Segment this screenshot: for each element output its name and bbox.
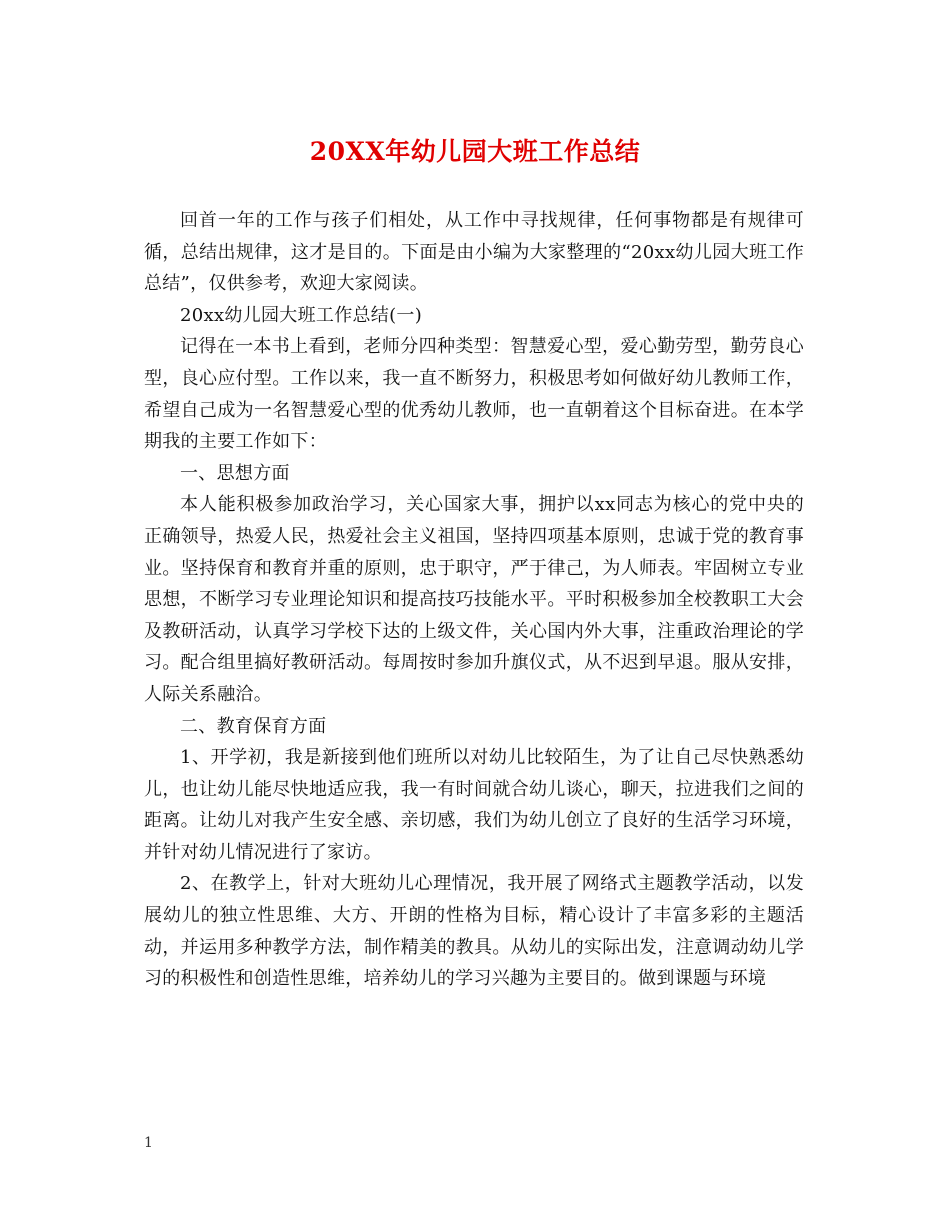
document-title: 20XX年幼儿园大班工作总结 xyxy=(309,137,641,166)
paragraph-education-1: 1、开学初，我是新接到他们班所以对幼儿比较陌生，为了让自己尽快熟悉幼儿，也让幼儿能尽快地适应我，我一有时间就合幼儿谈心，聊天，拉进我们之间的距离。让幼儿对我产生安全感、亲切感，我们为幼儿创立了良好的生活学习环境，并针对幼儿情况进行了家访。 xyxy=(144,747,804,863)
paragraph-intro: 回首一年的工作与孩子们相处，从工作中寻找规律，任何事物都是有规律可循，总结出规律，这才是目的。下面是由小编为大家整理的“20xx幼儿园大班工作总结”，仅供参考，欢迎大家阅读。 xyxy=(144,210,804,295)
page-number: 1 xyxy=(144,1135,153,1151)
paragraph-education-2: 2、在教学上，针对大班幼儿心理情况，我开展了网络式主题教学活动，以发展幼儿的独立性思维、大方、开朗的性格为目标，精心设计了丰富多彩的主题活动，并运用多种教学方法，制作精美的教具。从幼儿的实际出发，注意调动幼儿学习的积极性和创造性思维，培养幼儿的学习兴趣为主要目的。做到课题与环境 xyxy=(144,873,804,990)
paragraph-section-heading: 20xx幼儿园大班工作总结(一) xyxy=(180,304,423,326)
paragraph-heading-education: 二、教育保育方面 xyxy=(180,715,327,737)
document-body xyxy=(144,205,804,995)
paragraph-teacher-types: 记得在一本书上看到，老师分四种类型：智慧爱心型，爱心勤劳型，勤劳良心型，良心应付型。工作以来，我一直不断努力，积极思考如何做好幼儿教师工作，希望自己成为一名智慧爱心型的优秀幼儿教师，也一直朝着这个目标奋进。在本学期我的主要工作如下： xyxy=(144,336,804,453)
paragraph-thought: 本人能积极参加政治学习，关心国家大事，拥护以xx同志为核心的党中央的正确领导，热爱人民，热爱社会主义祖国，坚持四项基本原则，忠诚于党的教育事业。坚持保育和教育并重的原则，忠于职守，严于律己，为人师表。牢固树立专业思想，不断学习专业理论知识和提高技巧技能水平。平时积极参加全校教职工大会及教研活动，认真学习学校下达的上级文件，关心国内外大事，注重政治理论的学习。配合组里搞好教研活动。每周按时参加升旗仪式，从不迟到早退。服从安排，人际关系融洽。 xyxy=(144,494,804,705)
paragraph-heading-thought: 一、思想方面 xyxy=(180,462,290,484)
